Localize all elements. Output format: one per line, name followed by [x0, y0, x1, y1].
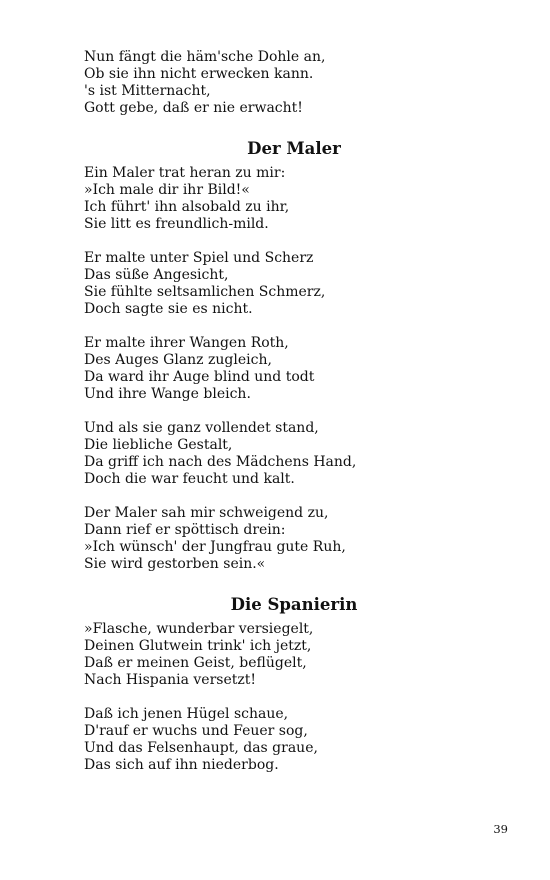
verse-line: Nach Hispania versetzt!: [84, 672, 256, 688]
verse-line: »Ich male dir ihr Bild!«: [84, 182, 250, 198]
verse-line: Und ihre Wange bleich.: [84, 386, 251, 402]
verse-line: Doch die war feucht und kalt.: [84, 471, 295, 487]
verse-line: Sie fühlte seltsamlichen Schmerz,: [84, 284, 326, 300]
verse-line: Deinen Glutwein trink' ich jetzt,: [84, 638, 312, 654]
poem-title: Die Spanierin: [230, 595, 358, 614]
verse-line: Da griff ich nach des Mädchens Hand,: [84, 454, 357, 470]
verse-line: Ob sie ihn nicht erwecken kann.: [84, 66, 314, 82]
verse-line: Sie litt es freundlich-mild.: [84, 216, 269, 232]
page-number: 39: [493, 822, 508, 836]
verse-line: »Ich wünsch' der Jungfrau gute Ruh,: [84, 539, 346, 555]
verse-line: Er malte ihrer Wangen Roth,: [84, 335, 289, 351]
stanza: [84, 706, 484, 774]
verse-line: Gott gebe, daß er nie erwacht!: [84, 100, 303, 116]
verse-line: Da ward ihr Auge blind und todt: [84, 369, 315, 385]
stanza: [84, 165, 484, 233]
verse-line: Daß er meinen Geist, beflügelt,: [84, 655, 307, 671]
page-content: [84, 49, 484, 774]
stanza: [84, 49, 484, 117]
verse-line: D'rauf er wuchs und Feuer sog,: [84, 723, 308, 739]
verse-line: Das sich auf ihn niederbog.: [84, 757, 279, 773]
verse-line: Nun fängt die häm'sche Dohle an,: [84, 49, 326, 65]
stanza: [84, 621, 484, 689]
verse-line: Dann rief er spöttisch drein:: [84, 522, 286, 538]
verse-line: Des Auges Glanz zugleich,: [84, 352, 272, 368]
verse-line: Der Maler sah mir schweigend zu,: [84, 505, 329, 521]
verse-line: 's ist Mitternacht,: [84, 83, 211, 99]
verse-line: Sie wird gestorben sein.«: [84, 556, 266, 572]
stanza: [84, 250, 484, 318]
poem-title: Der Maler: [247, 139, 341, 158]
verse-line: »Flasche, wunderbar versiegelt,: [84, 621, 314, 637]
verse-line: Ein Maler trat heran zu mir:: [84, 165, 286, 181]
verse-line: Das süße Angesicht,: [84, 267, 229, 283]
verse-line: Die liebliche Gestalt,: [84, 437, 233, 453]
verse-line: Er malte unter Spiel und Scherz: [84, 250, 314, 266]
verse-line: Ich führt' ihn alsobald zu ihr,: [84, 199, 290, 215]
stanza: [84, 335, 484, 403]
verse-line: Daß ich jenen Hügel schaue,: [84, 706, 289, 722]
verse-line: Und das Felsenhaupt, das graue,: [84, 740, 318, 756]
verse-line: Doch sagte sie es nicht.: [84, 301, 253, 317]
verse-line: Und als sie ganz vollendet stand,: [84, 420, 319, 436]
stanza: [84, 505, 484, 573]
stanza: [84, 420, 484, 488]
